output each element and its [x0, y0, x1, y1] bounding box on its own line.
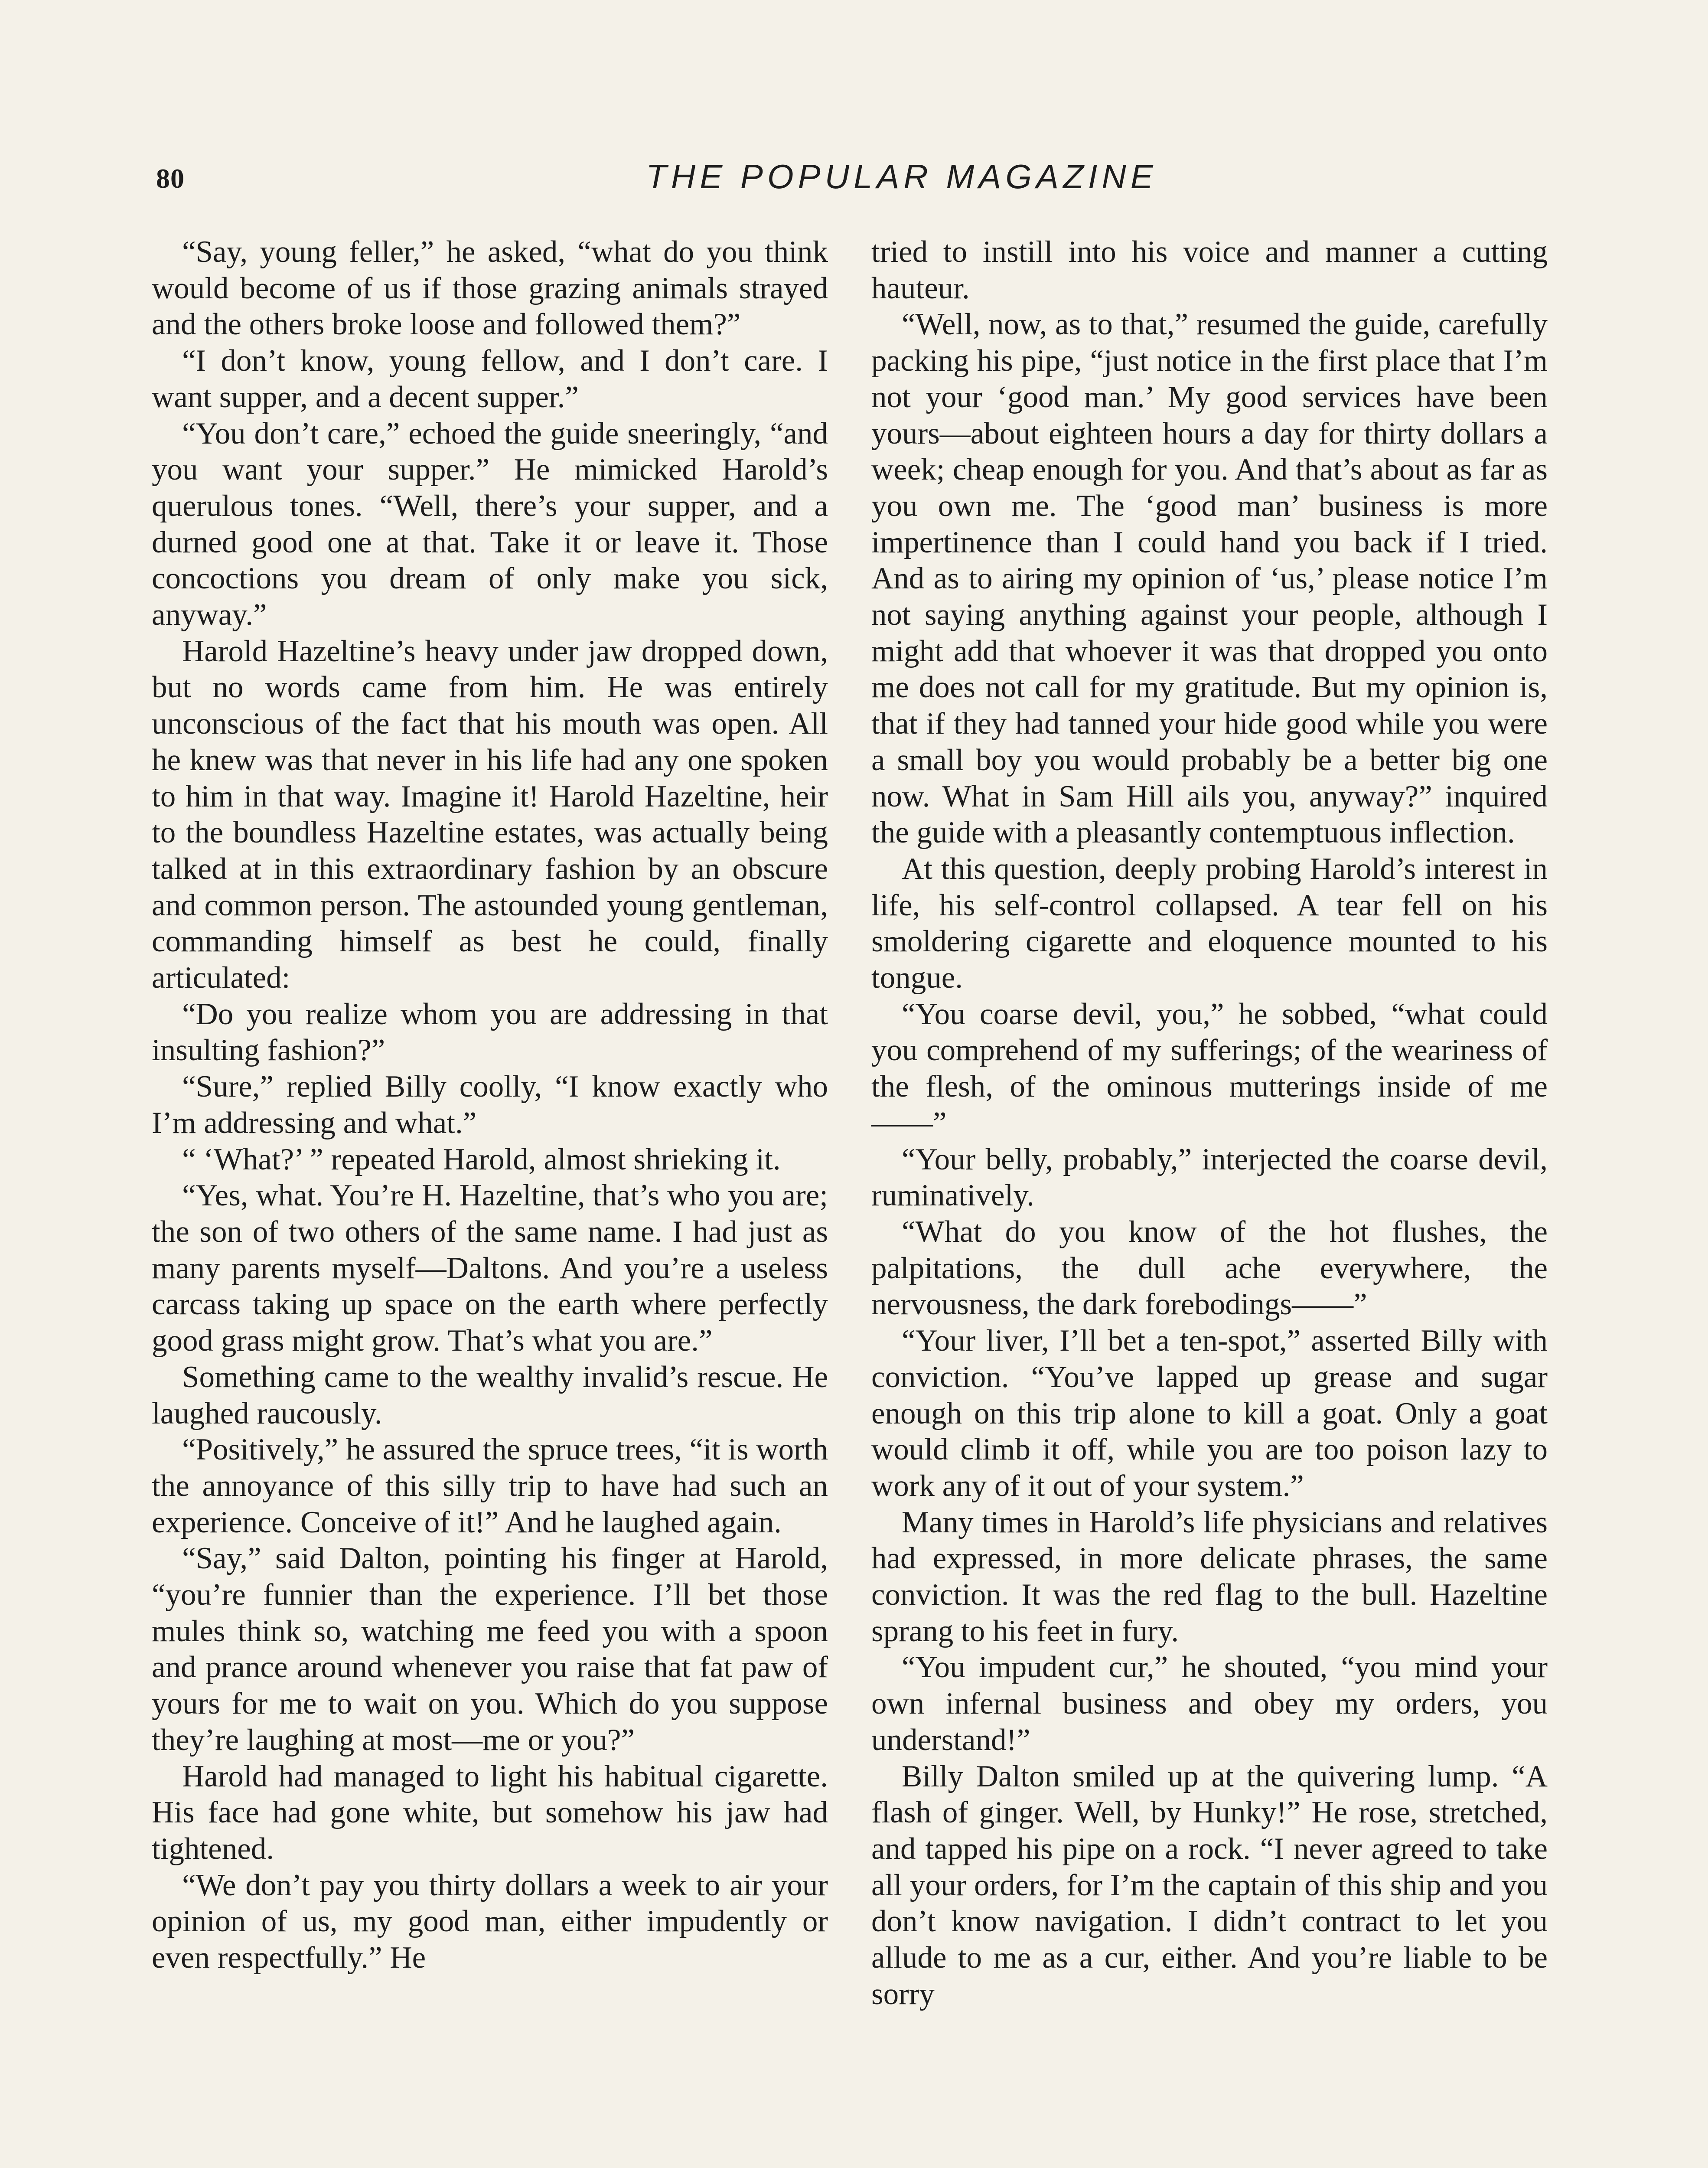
- paragraph: “Your liver, I’ll bet a ten-spot,” asserted Billy with conviction. “You’ve lapped up grease and sugar enough on this trip alone to kill a goat. Only a goat would climb it off, while you are too poison lazy to work any of it out of your system.”: [871, 1324, 1548, 1503]
- paragraph: “What do you know of the hot flushes, the palpitations, the dull ache everywhere, the nervousness, the dark forebodings——”: [871, 1215, 1548, 1322]
- paragraph: “I don’t know, young fellow, and I don’t care. I want supper, and a decent supper.”: [152, 344, 828, 414]
- paragraph: Harold had managed to light his habitual cigarette. His face had gone white, but somehow his jaw had tightened.: [152, 1759, 828, 1866]
- page-number: 80: [156, 163, 185, 194]
- paragraph: “ ‘What?’ ” repeated Harold, almost shrieking it.: [182, 1142, 781, 1176]
- paragraph: “Yes, what. You’re H. Hazeltine, that’s who you are; the son of two others of the same name. I had just as many parents myself—Daltons. And you’re a useless carcass taking up space on the earth where perfectly good grass might grow. That’s what you are.”: [152, 1179, 828, 1358]
- paragraph: At this question, deeply probing Harold’s interest in life, his self-control collapsed. A tear fell on his smoldering cigarette and eloquence mounted to his tongue.: [871, 852, 1548, 995]
- paragraph: Many times in Harold’s life physicians and relatives had expressed, in more delicate phrases, the same conviction. It was the red flag to the bull. Hazeltine sprang to his feet in fury.: [871, 1505, 1548, 1648]
- paragraph: “You coarse devil, you,” he sobbed, “what could you comprehend of my sufferings; of the weariness of the flesh, of the ominous mutterings inside of me——”: [871, 997, 1548, 1140]
- paragraph: “Say, young feller,” he asked, “what do you think would become of us if those grazing animals strayed and the others broke loose and followed them?”: [152, 235, 828, 342]
- paragraph: “You don’t care,” echoed the guide sneeringly, “and you want your supper.” He mimicked Harold’s querulous tones. “Well, there’s your supper, and a durned good one at that. Take it or leave it. Those concoctions you dream of only make you sick, anyway.”: [152, 416, 828, 632]
- paragraph: “Well, now, as to that,” resumed the guide, carefully packing his pipe, “just notice in the first place that I’m not your ‘good man.’ My good services have been yours—about eighteen hours a day for thirty dollars a week; cheap enough for you. And that’s about as far as you own me. The ‘good man’ business is more impertinence than I could hand you back if I tried. And as to airing my opinion of ‘us,’ please notice I’m not saying anything against your people, although I might add that whoever it was that dropped you onto me does not call for my gratitude. But my opinion is, that if they had tanned your hide good while you were a small boy you would probably be a better big one now. What in Sam Hill ails you, anyway?” inquired the guide with a pleasantly contemptuous inflection.: [871, 307, 1548, 850]
- right-column: [871, 234, 1548, 2012]
- paragraph: “Your belly, probably,” interjected the coarse devil, ruminatively.: [871, 1142, 1548, 1213]
- paragraph: “Do you realize whom you are addressing in that insulting fashion?”: [152, 997, 828, 1068]
- paragraph: “You impudent cur,” he shouted, “you mind your own infernal business and obey my orders, you understand!”: [871, 1650, 1548, 1757]
- paragraph: “We don’t pay you thirty dollars a week to air your opinion of us, my good man, either impudently or even respectfully.” He: [152, 1868, 828, 1975]
- running-head: THE POPULAR MAGAZINE: [646, 157, 1157, 196]
- paragraph-continued: tried to instill into his voice and manner a cutting hauteur.: [871, 235, 1548, 305]
- paragraph: Something came to the wealthy invalid’s rescue. He laughed raucously.: [152, 1360, 828, 1430]
- paragraph: “Positively,” he assured the spruce trees, “it is worth the annoyance of this silly trip to have had such an experience. Conceive of it!” And he laughed again.: [152, 1433, 828, 1539]
- left-column: [152, 234, 828, 1976]
- paragraph: “Say,” said Dalton, pointing his finger at Harold, “you’re funnier than the experience. I’ll bet those mules think so, watching me feed you with a spoon and prance around whenever you raise that fat paw of yours for me to wait on you. Which do you suppose they’re laughing at most—me or you?”: [152, 1541, 828, 1757]
- paragraph: “Sure,” replied Billy coolly, “I know exactly who I’m addressing and what.”: [152, 1070, 828, 1140]
- paragraph: Billy Dalton smiled up at the quivering lump. “A flash of ginger. Well, by Hunky!” He rose, stretched, and tapped his pipe on a rock. “I never agreed to take all your orders, for I’m the captain of this ship and you don’t know navigation. I didn’t contract to let you allude to me as a cur, either. And you’re liable to be sorry: [871, 1759, 1548, 2011]
- paragraph: Harold Hazeltine’s heavy under jaw dropped down, but no words came from him. He was entirely unconscious of the fact that his mouth was open. All he knew was that never in his life had any one spoken to him in that way. Imagine it! Harold Hazeltine, heir to the boundless Hazeltine estates, was actually being talked at in this extraordinary fashion by an obscure and common person. The astounded young gentleman, commanding himself as best he could, finally articulated:: [152, 634, 828, 995]
